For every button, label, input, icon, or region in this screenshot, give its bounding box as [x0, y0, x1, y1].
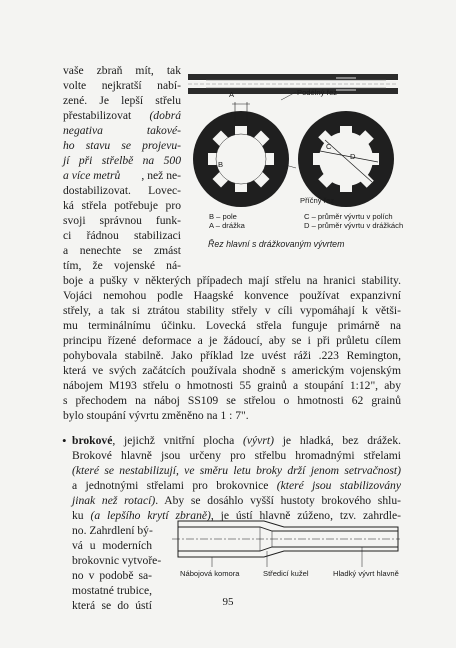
italic-fragment: (vývrt): [243, 434, 274, 447]
italic-fragment: negativa takové-: [63, 124, 181, 137]
label-d: D: [350, 152, 356, 161]
text-line: tím, že vojenské ná-: [63, 259, 181, 272]
text-line: vaše zbraň mít, tak: [63, 64, 181, 77]
text-line: ká střela potřebuje pro: [63, 199, 181, 212]
smooth-bore-label: Hladký vývrt hlavně: [333, 569, 399, 578]
longitudinal-section: [188, 74, 398, 94]
text-fragment: , je ústí hlavně zúženo, tzv. zahrdle-: [210, 509, 402, 522]
text-line: boje a pušky v některých případech mají střelu na hranici stability.: [63, 274, 401, 287]
italic-fragment: (které jsou stabilizovány: [276, 479, 401, 492]
text-line: dostabilizovat. Lovec-: [63, 184, 181, 197]
italic-fragment: ho stavu se projevu-: [63, 139, 181, 152]
bold-term: brokové: [72, 434, 113, 447]
text-line: a nenechte se zmást: [63, 244, 181, 257]
text-line: s přechodem na náboj SS109 se střelou o hmotnosti 62 grainů: [63, 394, 401, 407]
text-line: principu řízené deformace a je žádoucí, aby se i při průletu cílem: [63, 334, 401, 347]
text-line: no v podobě sa-: [72, 569, 152, 582]
italic-fragment: jí při střelbě na 500: [63, 154, 181, 167]
text-line: [63, 169, 181, 183]
label-b: B: [218, 160, 224, 169]
text-line: brokovnic vytvoře-: [72, 554, 162, 567]
label-a: A: [229, 90, 235, 99]
text-line: [63, 109, 181, 123]
italic-fragment: (dobrá: [149, 109, 181, 122]
text-line: [63, 124, 181, 138]
legend-item: C – průměr vývrtu v polích: [304, 212, 393, 221]
text-line: Brokové hlavně jsou určeny pro střelbu hromadnými střelami: [72, 449, 401, 462]
text-line: [72, 464, 401, 478]
cross-section-diameters: [298, 111, 394, 207]
text-fragment: , jejichž vnitřní plocha: [112, 434, 235, 447]
text-line: mostatné trubice,: [72, 584, 152, 597]
forcing-cone-label: Středicí kužel: [263, 569, 309, 578]
text-line: [72, 479, 401, 493]
text-line: zené. Je lepší střelu: [63, 94, 181, 107]
text-fragment: , než ne-: [141, 169, 181, 182]
text-fragment: . Aby se dosáhlo vyšší hustoty brokového shlu-: [155, 494, 401, 507]
text-line: nábojem M193 střelu o hmotnosti 55 grainů a stoupání 1:12", aby: [63, 379, 401, 392]
figure-caption: Řez hlavní s drážkovaným vývrtem: [208, 239, 345, 249]
text-line: vá u moderních: [72, 539, 152, 552]
text-fragment: je hladká, bez drážek.: [282, 434, 402, 447]
longitudinal-section-label: Podélný řez: [297, 88, 338, 97]
italic-fragment: a více metrů: [63, 169, 121, 182]
bullet-marker: •: [62, 433, 67, 448]
text-line: no. Zahrdlení bý-: [72, 524, 153, 537]
text-line: [63, 154, 181, 168]
text-fragment: ku: [72, 509, 84, 522]
chamber-label: Nábojová komora: [180, 569, 240, 578]
text-line: Vojáci nemohou podle Haagské konvence používat expanzivní: [63, 289, 401, 302]
text-line: pohybovala stabilně. Jako příklad lze uvést ráži .223 Remington,: [63, 349, 401, 362]
text-line: svoji správnou funk-: [63, 214, 181, 227]
italic-fragment: (které se nestabilizují, ve směru letu broky drží jenom setrvačnost): [72, 464, 401, 477]
text-fragment: a jednotnými střelami pro brokovnice: [72, 479, 269, 492]
text-line: mu terminálnímu účinku. Lovecká střela funguje primárně na: [63, 319, 401, 332]
text-fragment: přestabilizovat: [63, 109, 132, 122]
legend-item: B – pole: [209, 212, 237, 221]
legend-item: D – průměr vývrtu v drážkách: [304, 221, 404, 230]
page-number: 95: [222, 596, 234, 608]
text-line: [63, 139, 181, 153]
text-line: která se do ústí: [72, 599, 152, 612]
italic-fragment: jinak než rotací): [72, 494, 156, 507]
text-line: ci řádnou stabilizaci: [63, 229, 181, 242]
legend-item: A – drážka: [209, 221, 245, 230]
text-line: volte nejkratší nabí-: [63, 79, 181, 92]
text-line: [72, 434, 401, 448]
text-line: [72, 494, 401, 508]
text-line: střely, a tak si ztrátou stability střely v cíli vypomáhají k větši-: [63, 304, 401, 317]
smoothbore-barrel-figure: [172, 513, 400, 573]
cross-section-grooves: [193, 102, 289, 207]
text-line: která ve svých začátcích používala shodně s americkým vojenským: [63, 364, 401, 377]
cross-section-label: Příčný řez: [300, 196, 335, 205]
text-line: bylo stoupání vývrtu změněno na 1 : 7".: [63, 409, 249, 422]
label-c: C: [326, 142, 332, 151]
italic-fragment: (a lepšího krytí zbraně): [90, 509, 211, 522]
